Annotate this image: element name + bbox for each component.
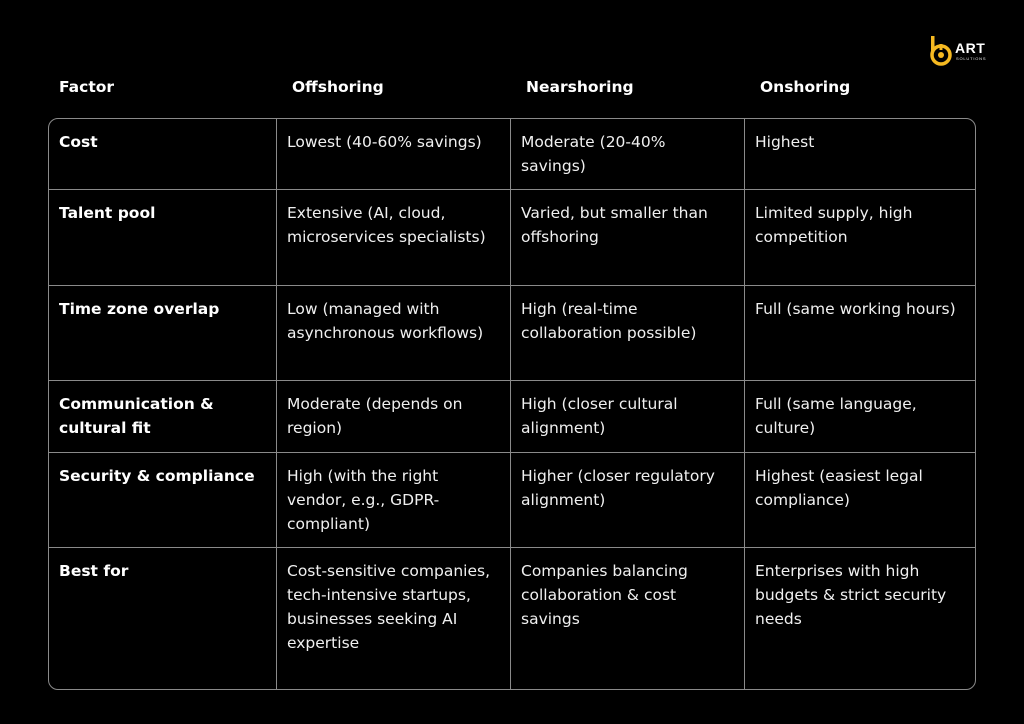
- header-nearshoring: Nearshoring: [526, 78, 634, 96]
- offshoring-cell: Moderate (depends on region): [276, 381, 510, 452]
- nearshoring-cell: Moderate (20-40% savings): [510, 119, 744, 189]
- nearshoring-cell: Companies balancing collaboration & cost savings: [510, 548, 744, 690]
- brand-tagline: SOLUTIONS: [956, 56, 987, 61]
- header-offshoring: Offshoring: [292, 78, 384, 96]
- factor-cell: Best for: [59, 562, 129, 580]
- header-onshoring: Onshoring: [760, 78, 851, 96]
- factor-cell: Time zone overlap: [59, 300, 220, 318]
- table-header: [48, 75, 976, 101]
- offshoring-cell: Cost-sensitive companies, tech-intensive startups, businesses seeking AI expertise: [276, 548, 510, 690]
- offshoring-cell: High (with the right vendor, e.g., GDPR-compliant): [276, 453, 510, 547]
- nearshoring-cell: High (closer cultural alignment): [510, 381, 744, 452]
- offshoring-cell: Extensive (AI, cloud, microservices specialists): [276, 190, 510, 285]
- logo-mark-icon: [929, 36, 955, 66]
- onshoring-cell: Limited supply, high competition: [744, 190, 976, 285]
- table-row: [49, 452, 975, 547]
- onshoring-cell: Enterprises with high budgets & strict security needs: [744, 548, 976, 690]
- nearshoring-cell: Varied, but smaller than offshoring: [510, 190, 744, 285]
- offshoring-cell: Low (managed with asynchronous workflows): [276, 286, 510, 380]
- brand-logo: [929, 36, 993, 66]
- factor-cell: Cost: [59, 133, 98, 151]
- nearshoring-cell: Higher (closer regulatory alignment): [510, 453, 744, 547]
- onshoring-cell: Full (same working hours): [744, 286, 976, 380]
- table-row: [49, 119, 975, 189]
- table-row: [49, 547, 975, 690]
- comparison-table: [48, 118, 976, 690]
- factor-cell: Talent pool: [59, 204, 156, 222]
- header-factor: Factor: [59, 78, 115, 96]
- table-row: [49, 189, 975, 285]
- factor-cell: Security & compliance: [59, 467, 255, 485]
- brand-name: ART: [955, 40, 986, 56]
- table-row: [49, 285, 975, 380]
- onshoring-cell: Highest (easiest legal compliance): [744, 453, 976, 547]
- nearshoring-cell: High (real-time collaboration possible): [510, 286, 744, 380]
- table-row: [49, 380, 975, 452]
- offshoring-cell: Lowest (40-60% savings): [276, 119, 510, 189]
- factor-cell: Communication & cultural fit: [59, 395, 214, 437]
- onshoring-cell: Full (same language, culture): [744, 381, 976, 452]
- onshoring-cell: Highest: [744, 119, 976, 189]
